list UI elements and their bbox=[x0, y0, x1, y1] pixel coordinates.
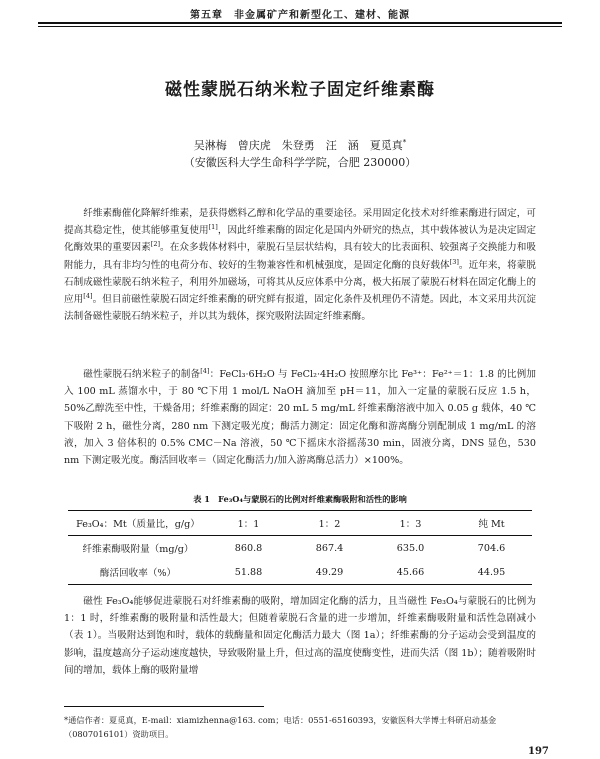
footnote-rule bbox=[64, 706, 264, 707]
table-cell: 867.4 bbox=[315, 542, 344, 554]
table-cell: 704.6 bbox=[477, 542, 506, 554]
methods-paragraph: 磁性蒙脱石纳米粒子的制备[4]：FeCl₃·6H₂O 与 FeCl₂·4H₂O 按照摩尔比 Fe³⁺：Fe²⁺＝1：1.8 的比例加入 100 mL 蒸馏水中，于 80 ℃下用 1 mol/L NaOH 滴加至 pH＝11，加入一定量的蒙脱石反应 1.5 h，50%乙醇洗至中性，干燥备用；纤维素酶的固定：20 mL 5 mg/mL 纤维素酶溶液中加入 0.05 g 载体，40 ℃下吸附 2 h，磁性分离，280 nm 下测定吸光度；酶活力测定：固定化酶和游离酶分别配制成 1 mg/mL 的溶液，加入 3 倍体积的 0.5% CMC－Na 溶液，50 ℃下摇床水浴摇荡30 min，固液分离，DNS 显色，530 nm 下测定吸光度。酶活回收率＝（固定化酶活力/加入游离酶总活力）×100%。 bbox=[64, 366, 537, 467]
table-cell: 49.29 bbox=[289, 560, 370, 585]
table-header-cell: 纯 Mt bbox=[451, 511, 532, 536]
header-rule bbox=[38, 22, 562, 24]
intro-paragraph: 纤维素酶催化降解纤维素，是获得燃料乙醇和化学品的重要途径。采用固定化技术对纤维素酶进行固定，可提高其稳定性，使其能够重复使用[1]，因此纤维素酶的固定化是国内外研究的热点，其中载体被认为是决定固定化酶效果的重要因素[2]。在众多载体材料中，蒙脱石呈层状结构，具有较大的比表面积、较强离子交换能力和吸附能力，具有非均匀性的电荷分布、较好的生物兼容性和机械强度，是固定化酶的良好载体[3]。近年来，将蒙脱石制成磁性蒙脱石纳米粒子，利用外加磁场，可将其从反应体系中分离，极大拓展了蒙脱石材料在固定化酶上的应用[4]。但目前磁性蒙脱石固定纤维素酶的研究鲜有报道，固定化条件及机理仍不清楚。因此，本文采用共沉淀法制备磁性蒙脱石纳米粒子，并以其为载体，探究吸附法固定纤维素酶。 bbox=[64, 208, 537, 323]
footnote: *通信作者：夏觅真，E-mail：xiamizhenna@163. com；电话：0551-65160393，安徽医科大学博士科研启动基金（0807016101）资助项目。 bbox=[64, 715, 497, 739]
article-title: 磁性蒙脱石纳米粒子固定纤维素酶 bbox=[165, 80, 435, 100]
citation: [1] bbox=[208, 223, 218, 232]
table-header-row bbox=[68, 511, 532, 536]
table-header-cell: 1：2 bbox=[289, 511, 370, 536]
table-caption: 表 1 Fe₃O₄与蒙脱石的比例对纤维素酶吸附和活性的影响 bbox=[193, 494, 407, 504]
table-cell: 860.8 bbox=[234, 542, 263, 554]
table-cell: 635.0 bbox=[396, 542, 425, 554]
table-cell: 51.88 bbox=[208, 560, 289, 585]
running-header: 第五章 非金属矿产和新型化工、建材、能源 bbox=[190, 10, 410, 21]
citation: [4] bbox=[200, 366, 210, 375]
citation: [4] bbox=[83, 291, 93, 300]
results-paragraph: 磁性 Fe₃O₄能够促进蒙脱石对纤维素酶的吸附，增加固定化酶的活力，且当磁性 Fe₃O₄与蒙脱石的比例为 1：1 时，纤维素酶的吸附量和活性最大；但随着蒙脱石含量的进一步增加，纤维素酶吸附量和活性急剧减小（表 1）。当吸附达到饱和时，载体的载酶量和固定化酶活力最大（图 1a）；纤维素酶的分子运动会受到温度的影响，温度越高分子运动速度越快，导致吸附量上升，但过高的温度使酶变性，进而失活（图 1b）；随着吸附时间的增加，载体上酶的吸附量增 bbox=[64, 596, 536, 676]
table-cell: 纤维素酶吸附量（mg/g） bbox=[82, 544, 194, 555]
citation: [3] bbox=[449, 257, 459, 266]
affiliation: （安徽医科大学生命科学学院，合肥 230000） bbox=[183, 156, 417, 169]
table-header-cell: Fe₃O₄：Mt（质量比，g/g） bbox=[68, 511, 208, 536]
citation: [2] bbox=[150, 240, 160, 249]
table-row bbox=[68, 536, 532, 561]
corresponding-author-mark: * bbox=[402, 138, 407, 147]
header-rule-thin bbox=[38, 26, 562, 27]
table-cell: 44.95 bbox=[451, 560, 532, 585]
table-header-cell: 1：1 bbox=[208, 511, 289, 536]
results-table bbox=[68, 510, 532, 585]
table-row bbox=[68, 560, 532, 585]
table-cell: 45.66 bbox=[370, 560, 451, 585]
page-number: 197 bbox=[528, 746, 549, 757]
table-cell: 酶活回收率（%） bbox=[68, 560, 208, 585]
author-list bbox=[0, 137, 600, 153]
author-names: 吴淋梅 曾庆虎 朱登勇 汪 涵 夏觅真 bbox=[193, 139, 403, 152]
table-header-cell: 1：3 bbox=[370, 511, 451, 536]
